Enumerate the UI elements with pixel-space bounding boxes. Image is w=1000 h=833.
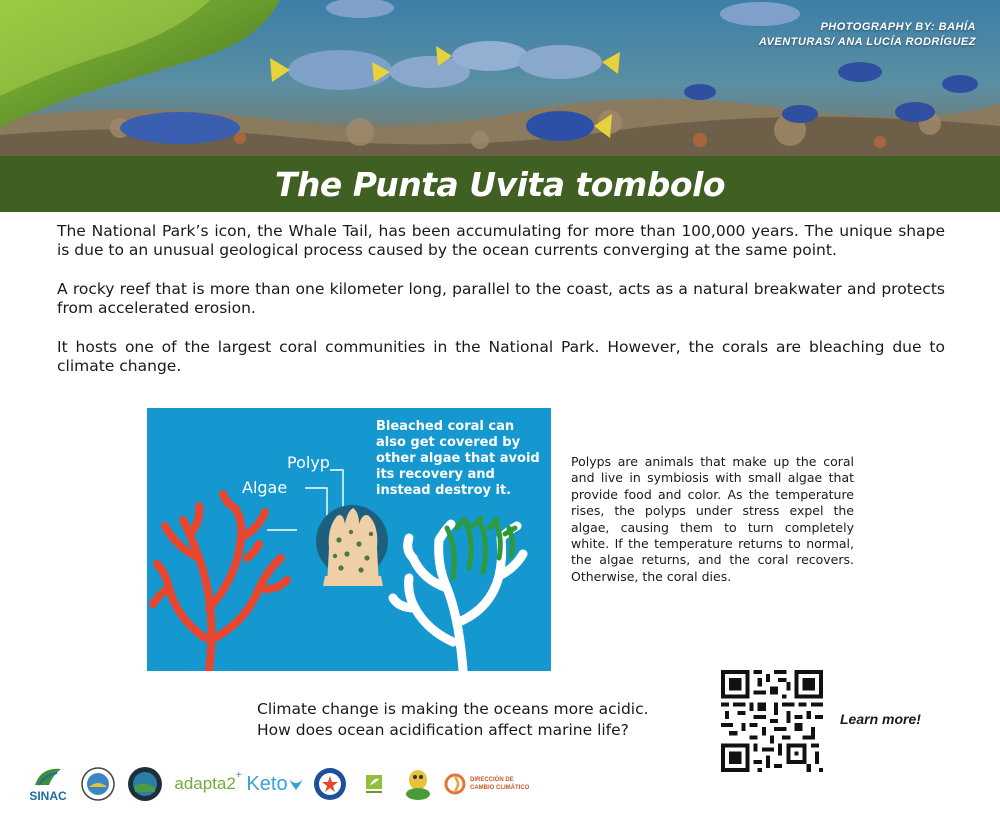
bleached-coral-icon bbox=[393, 524, 523, 670]
sinac-logo-text: SINAC bbox=[29, 789, 67, 803]
cambio-line1: DIRECCIÓN DE bbox=[470, 777, 514, 783]
climate-swirl-icon bbox=[444, 773, 466, 795]
title-band bbox=[0, 156, 1000, 212]
park-seal-logo bbox=[80, 762, 116, 806]
learn-more-link[interactable]: Learn more! bbox=[840, 711, 921, 727]
keto-logo bbox=[246, 762, 304, 806]
paragraph-rocky-reef: A rocky reef that is more than one kilometer long, parallel to the coast, acts as a natural breakwater and protects from accelerated erosion. bbox=[57, 280, 945, 317]
adapta2-logo-plus: + bbox=[235, 770, 242, 781]
partner-logos bbox=[28, 762, 548, 806]
cambio-line2: CAMBIO CLIMÁTICO bbox=[470, 785, 530, 791]
healthy-coral-icon bbox=[153, 494, 287, 670]
adapta2-logo-text: adapta2 bbox=[174, 774, 236, 793]
green-leaf-icon bbox=[364, 773, 384, 795]
qr-code-icon bbox=[721, 670, 823, 772]
question-line1: Climate change is making the oceans more acidic. bbox=[257, 700, 649, 718]
label-bleached-coral: Bleached coral can also get covered by other algae that avoid its recovery and instead destroy it. bbox=[376, 419, 540, 498]
keto-whale-tail-icon bbox=[288, 777, 304, 791]
keto-logo-text: Keto bbox=[246, 772, 288, 795]
photo-credit-line1: PHOTOGRAPHY BY: BAHÍA bbox=[820, 21, 976, 33]
main-text bbox=[57, 222, 945, 396]
question-line2: How does ocean acidification affect marine life? bbox=[257, 721, 629, 739]
park-seal-icon bbox=[81, 767, 115, 801]
header-photo bbox=[0, 0, 1000, 156]
conservation-seal-logo bbox=[312, 762, 348, 806]
whale-tail-seal-icon bbox=[127, 766, 163, 802]
label-algae: Algae bbox=[242, 478, 288, 497]
frog-mascot-icon bbox=[403, 766, 433, 802]
photo-credit-line2: AVENTURAS/ ANA LUCÍA RODRÍGUEZ bbox=[758, 36, 976, 48]
fundecor-logo bbox=[402, 762, 434, 806]
coral-bleaching-illustration bbox=[147, 408, 551, 671]
polyps-explanation: Polyps are animals that make up the coral and live in symbiosis with small algae that provide food and color. As the temperature rises, the polyps under stress expel the algae, causing them to turn completely white. If the temperature returns to normal, the algae returns, and the coral recovers. Otherwise, the coral dies. bbox=[571, 454, 854, 584]
paragraph-coral-communities: It hosts one of the largest coral communities in the National Park. However, the corals are bleaching due to climate change. bbox=[57, 338, 945, 375]
sinac-leaf-icon bbox=[31, 765, 65, 789]
green-emblem-logo bbox=[362, 762, 386, 806]
marino-ballena-logo bbox=[126, 762, 164, 806]
adapta2-logo bbox=[176, 762, 240, 806]
paragraph-whale-tail: The National Park’s icon, the Whale Tail, has been accumulating for more than 100,000 years. The unique shape is due to an unusual geological process caused by the ocean currents converging at the same point. bbox=[57, 222, 945, 259]
star-seal-icon bbox=[313, 767, 347, 801]
photo-credit bbox=[716, 20, 976, 50]
label-polyp: Polyp bbox=[287, 453, 330, 472]
page-title: The Punta Uvita tombolo bbox=[274, 164, 726, 204]
qr-code[interactable] bbox=[721, 670, 823, 772]
acidification-question bbox=[257, 699, 707, 741]
cambio-climatico-logo bbox=[444, 762, 536, 806]
sinac-logo bbox=[28, 762, 68, 806]
